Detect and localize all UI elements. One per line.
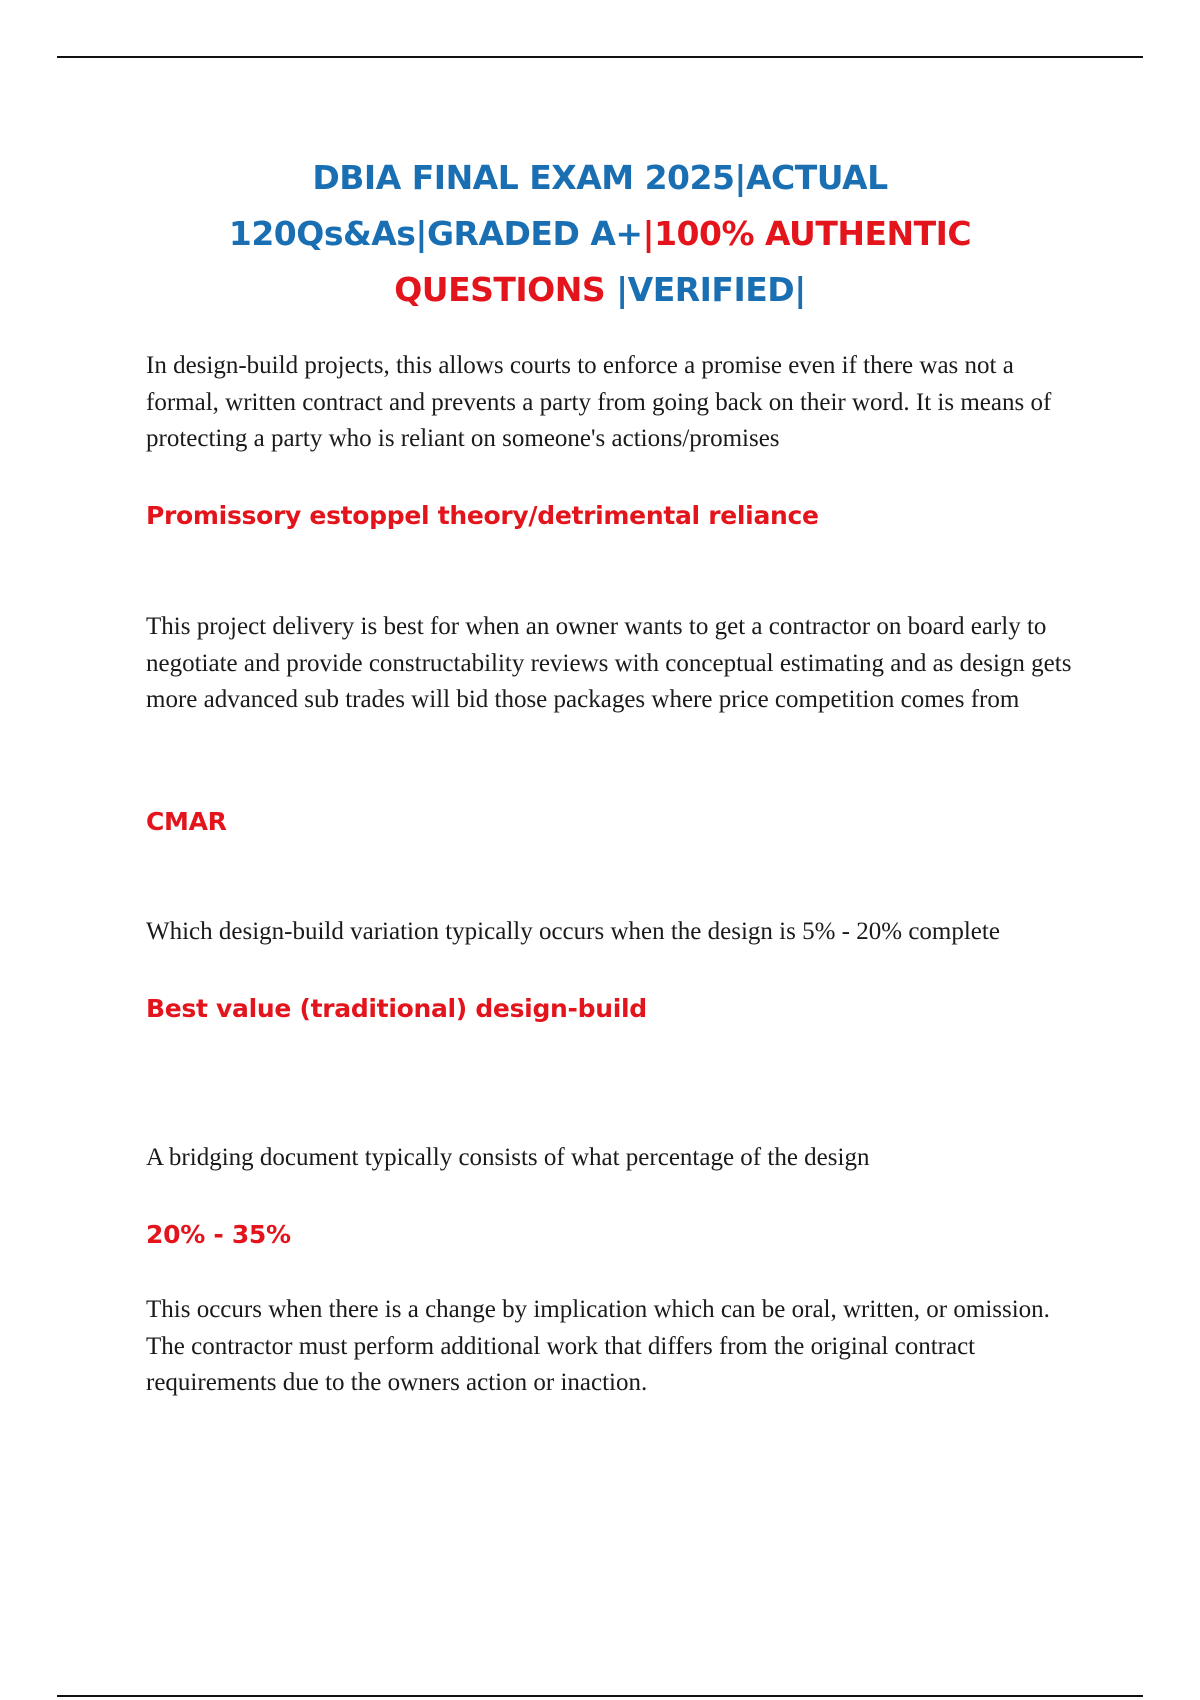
question-5: This occurs when there is a change by implication which can be oral, written, or omission. The contractor must perform additional work that differs from the original contract requirements due to the owners action or inaction. [146,1296,1050,1396]
page-title [150,150,1050,318]
title-line-3 [150,262,1050,318]
title-line-3-text-blue: |VERIFIED| [616,270,806,309]
title-line-1 [150,150,1050,206]
bottom-divider [57,1695,1143,1697]
top-divider [57,56,1143,58]
answer-2: CMAR [146,807,227,836]
question-4: A bridging document typically consists of what percentage of the design [146,1144,870,1171]
title-line-2-text-blue: 120Qs&As|GRADED A+ [228,214,643,253]
question-1: In design-build projects, this allows courts to enforce a promise even if there was not a formal, written contract and prevents a party from going back on their word. It is means of protecting a party who is reliant on someone's actions/promises [146,352,1052,452]
title-line-2-text-red: |100% AUTHENTIC [642,214,972,253]
answer-4: 20% - 35% [146,1220,291,1249]
answer-3: Best value (traditional) design-build [146,994,647,1023]
title-line-3-text-red: QUESTIONS [394,270,617,309]
question-3: Which design-build variation typically occurs when the design is 5% - 20% complete [146,918,1000,945]
question-2: This project delivery is best for when an owner wants to get a contractor on board early to negotiate and provide constructability reviews with conceptual estimating and as design gets more advanced sub trades will bid those packages where price competition comes from [146,613,1072,713]
answer-1: Promissory estoppel theory/detrimental reliance [146,501,819,530]
title-line-2 [150,206,1050,262]
title-line-1-text: DBIA FINAL EXAM 2025|ACTUAL [312,158,888,197]
